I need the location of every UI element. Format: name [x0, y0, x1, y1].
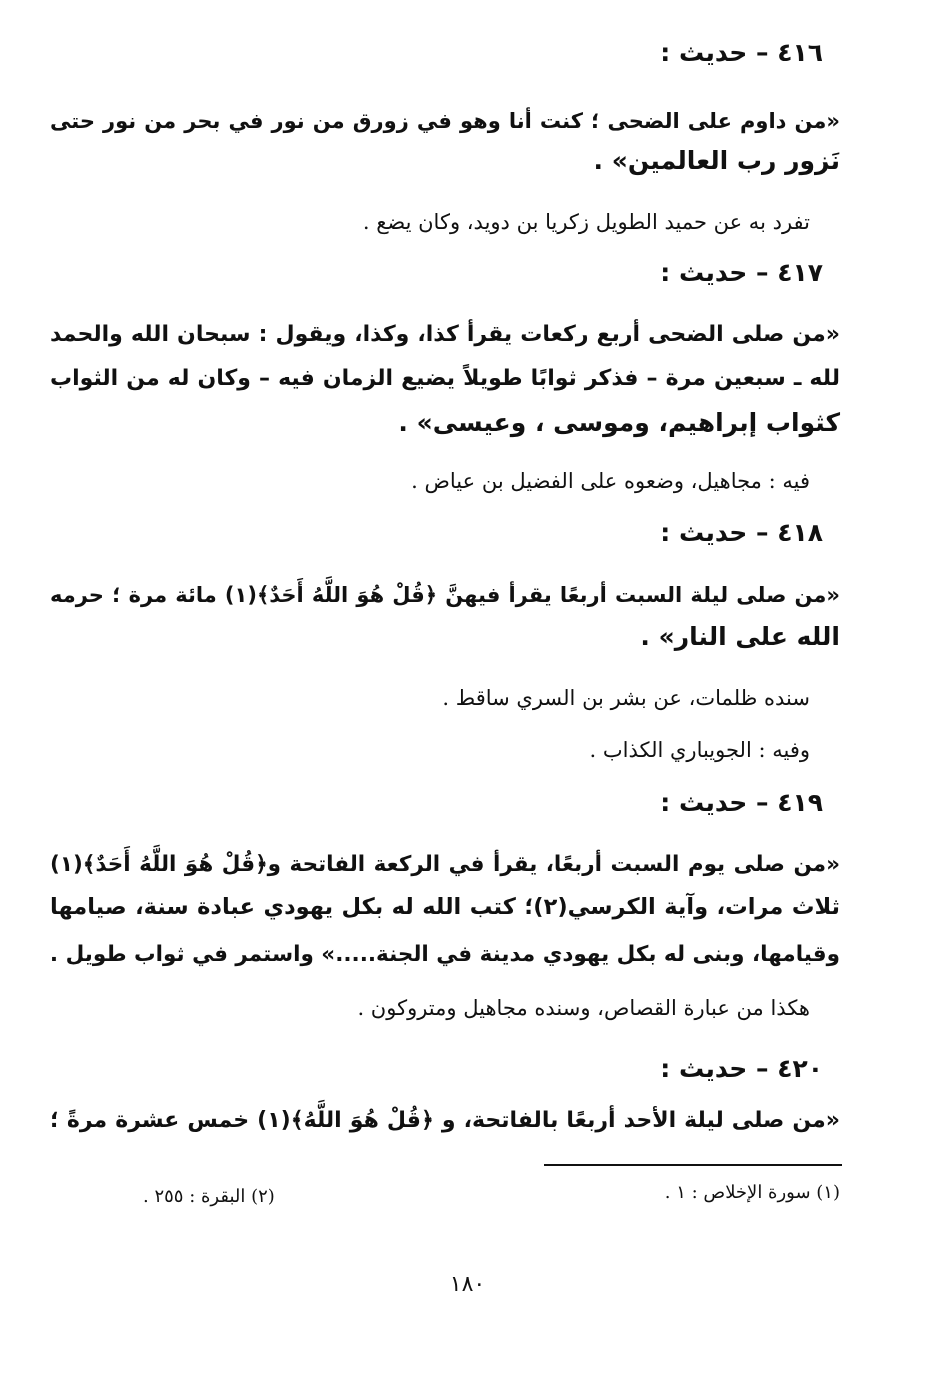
hadith-419-note-1: هكذا من عبارة القصاص، وسنده مجاهيل ومتروكون .: [357, 996, 810, 1020]
hadith-417-line-2: لله ـ سبعين مرة – فذكر ثوابًا طويلاً يضيع الزمان فيه – وكان له من الثواب: [50, 366, 840, 391]
hadith-418-heading: ٤١٨ – حديث :: [660, 518, 823, 547]
footnote-2: (٢) البقرة : ٢٥٥ .: [143, 1186, 275, 1207]
hadith-418-note-1: سنده ظلمات، عن بشر بن السري ساقط .: [442, 686, 810, 710]
hadith-417-heading: ٤١٧ – حديث :: [660, 258, 823, 287]
hadith-416-line-2: نَزور رب العالمين» .: [593, 146, 840, 175]
hadith-416-heading: ٤١٦ – حديث :: [660, 38, 823, 67]
hadith-420-line-1: «من صلى ليلة الأحد أربعًا بالفاتحة، و ﴿قُلْ هُوَ اللَّهُ﴾(١) خمس عشرة مرةً ؛: [50, 1108, 841, 1133]
page-number: ١٨٠: [449, 1272, 486, 1297]
hadith-417-line-1: «من صلى الضحى أربع ركعات يقرأ كذا، وكذا، ويقول : سبحان الله والحمد: [50, 322, 840, 347]
hadith-419-line-2: ثلاث مرات، وآية الكرسي(٢)؛ كتب الله له بكل يهودي عبادة سنة، صيامها: [50, 894, 840, 920]
hadith-416-note-1: تفرد به عن حميد الطويل زكريا بن دويد، وكان يضع .: [362, 210, 810, 234]
hadith-417-note-1: فيه : مجاهيل، وضعوه على الفضيل بن عياض .: [411, 469, 810, 493]
hadith-418-note-2: وفيه : الجويباري الكذاب .: [589, 738, 810, 762]
hadith-418-line-2: الله على النار» .: [640, 622, 840, 651]
hadith-419-heading: ٤١٩ – حديث :: [660, 788, 823, 817]
footnote-divider: [544, 1164, 842, 1166]
hadith-419-line-3: وقيامها، وبنى له بكل يهودي مدينة في الجنة.....» واستمر في ثواب طويل .: [49, 942, 840, 967]
hadith-417-line-3: كثواب إبراهيم، وموسى ، وعيسى» .: [398, 408, 840, 437]
footnote-1: (١) سورة الإخلاص : ١ .: [664, 1182, 840, 1203]
hadith-416-line-1: «من داوم على الضحى ؛ كنت أنا وهو في زورق من نور في بحر من نور حتى: [50, 109, 840, 133]
hadith-420-heading: ٤٢٠ – حديث :: [660, 1054, 823, 1083]
hadith-419-line-1: «من صلى يوم السبت أربعًا، يقرأ في الركعة الفاتحة و﴿قُلْ هُوَ اللَّهُ أَحَدٌ﴾(١): [50, 852, 840, 877]
hadith-418-line-1: «من صلى ليلة السبت أربعًا يقرأ فيهنَّ ﴿قُلْ هُوَ اللَّهُ أَحَدٌ﴾(١) مائة مرة ؛ حرمه: [50, 583, 840, 607]
